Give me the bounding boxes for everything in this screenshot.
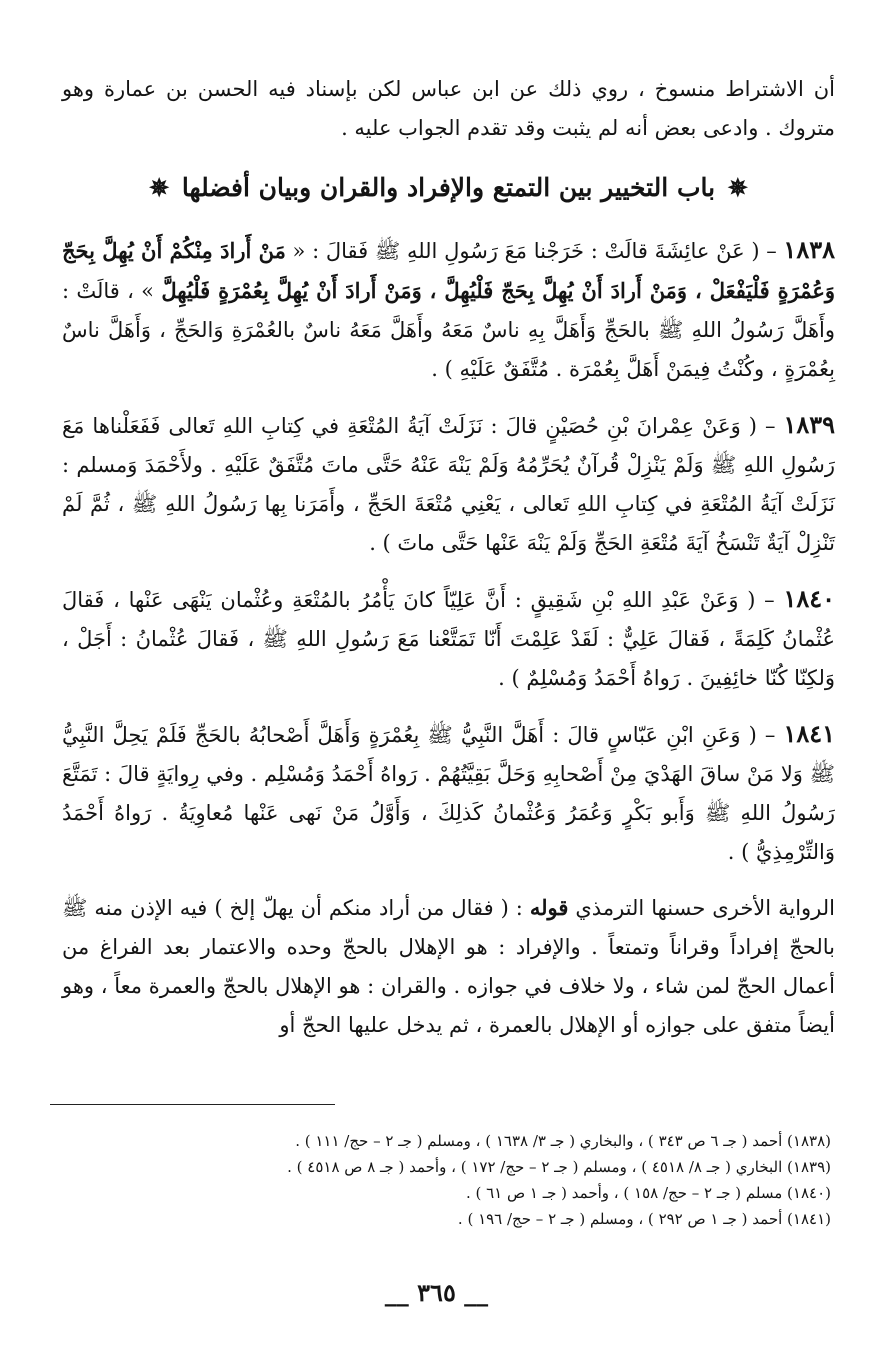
star-ornament-icon: ✵ <box>727 173 748 202</box>
commentary-paragraph <box>62 888 835 1045</box>
hadith-number: ١٨٣٩ <box>783 410 835 439</box>
hadith-1840 <box>62 579 835 698</box>
hadith-1839 <box>62 405 835 563</box>
footnotes <box>62 1128 831 1232</box>
footnote-separator <box>50 1104 335 1105</box>
hadith-text: – ( وَعَنِ ابْنِ عَبّاسٍ قالَ : أَهَلَّ النَّبِيُّ ﷺ بِعُمْرَةٍ وَأَهَلَّ أَصْحابُهُ بالحَجِّ فَلَمْ يَحِلَّ النَّبِيُّ ﷺ وَلا مَنْ ساقَ الهَدْيَ مِنْ أَصْحابِهِ وَحَلَّ بَقِيَّتُهُمْ . رَواهُ أَحْمَدُ وَمُسْلِم . وفي رِوايَةٍ قالَ : تَمَتَّعَ رَسُولُ اللهِ ﷺ وَأَبو بَكْرٍ وَعُمَرُ وَعُثْمانُ كَذلِكَ ، وَأَوَّلُ مَنْ نَهى عَنْها مُعاوِيَةُ . رَواهُ أَحْمَدُ وَالتِّرْمِذِيُّ ) . <box>62 723 835 864</box>
chapter-heading <box>62 168 835 208</box>
hadith-1841 <box>62 714 835 872</box>
hadith-number: ١٨٤١ <box>783 719 835 748</box>
footnote-1839: (١٨٣٩) البخاري ( جـ ٨/ ٤٥١٨ ) ، ومسلم ( جـ ٢ – حج/ ١٧٢ ) ، وأحمد ( جـ ٨ ص ٤٥١٨ ) . <box>287 1158 831 1176</box>
hadith-quote: مَنْ أَرادَ مِنْكُمْ أَنْ يُهِلَّ بِحَجّ وَعُمْرَةٍ فَلْيَفْعَلْ ، وَمَنْ أَرادَ أَنْ يُهِلَّ بِحَجّ فَلْيُهِلَّ ، وَمَنْ أَرادَ أَنْ يُهِلَّ بِعُمْرَةٍ فَلْيُهِلَّ <box>62 238 836 303</box>
hadith-number: ١٨٤٠ <box>783 584 835 613</box>
footnote-1840: (١٨٤٠) مسلم ( جـ ٢ – حج/ ١٥٨ ) ، وأحمد ( جـ ١ ص ٦١ ) . <box>465 1184 831 1202</box>
hadith-number: ١٨٣٨ <box>783 235 835 264</box>
page-number: __ ٣٦٥ __ <box>384 1278 489 1307</box>
intro-paragraph: أن الاشتراط منسوخ ، روي ذلك عن ابن عباس لكن بإسناد فيه الحسن بن عمارة وهو متروك . وادعى بعض أنه لم يثبت وقد تقدم الجواب عليه . <box>62 77 835 140</box>
hadith-1838 <box>62 230 835 389</box>
footnote-1838: (١٨٣٨) أحمد ( جـ ٦ ص ٣٤٣ ) ، والبخاري ( جـ ٣/ ١٦٣٨ ) ، ومسلم ( جـ ٢ – حج/ ١١١ ) . <box>295 1132 831 1150</box>
chapter-title: باب التخيير بين التمتع والإفراد والقران وبيان أفضلها <box>181 173 716 202</box>
hadith-text: – ( عَنْ عائِشَةَ قالَتْ : خَرَجْنا مَعَ رَسُولِ اللهِ ﷺ فَقالَ : « <box>285 239 784 263</box>
star-ornament-icon: ✵ <box>149 173 170 202</box>
hadith-text: » ، قالَتْ : وأَهَلَّ رَسُولُ اللهِ ﷺ بالحَجِّ وَأَهَلَّ بِهِ ناسٌ مَعَهُ وأَهَلَّ مَعَهُ ناسٌ بالعُمْرَةِ وَالحَجِّ ، وَأَهَلَّ ناسٌ بِعُمْرَةٍ ، وكُنْتُ فِيمَنْ أَهَلَّ بِعُمْرَة . مُتَّفَقٌ عَلَيْهِ ) . <box>62 279 835 381</box>
hadith-text: – ( وَعَنْ عِمْرانَ بْنِ حُصَيْنٍ قالَ : نَزَلَتْ آيَةُ المُتْعَةِ في كِتابِ اللهِ تَعالى فَفَعَلْناها مَعَ رَسُولِ اللهِ ﷺ وَلَمْ يَنْزِلْ قُرآنٌ يُحَرِّمُهُ وَلَمْ يَنْهَ عَنْهُ حَتَّى ماتَ مُتَّفَقٌ عَلَيْهِ . ولأَحْمَدَ وَمسلم : نَزَلَتْ آيَةُ المُتْعَةِ في كِتابِ اللهِ تَعالى ، يَعْنِي مُتْعَةَ الحَجِّ ، وأَمَرَنا بِها رَسُولُ اللهِ ﷺ ، ثُمَّ لَمْ تَنْزِلْ آيَةٌ تَنْسَخُ آيَةَ مُتْعَةِ الحَجِّ وَلَمْ يَنْهَ عَنْها حَتَّى ماتَ ) . <box>62 414 835 555</box>
hadith-text: – ( وَعَنْ عَبْدِ اللهِ بْنِ شَقِيقٍ : أَنَّ عَلِيّاً كانَ يَأْمُرُ بالمُتْعَةِ وعُثْمان يَنْهَى عَنْها ، فَقالَ عُثْمانُ كَلِمَةً ، فَقالَ عَلِيٌّ : لَقَدْ عَلِمْتَ أَنّا تَمَتَّعْنا مَعَ رَسُولِ اللهِ ﷺ ، فَقالَ عُثْمانُ : أَجَلْ ، وَلكِنّا كُنّا خائِفِينَ . رَواهُ أَحْمَدُ وَمُسْلِمٌ ) . <box>62 588 835 690</box>
footnote-1841: (١٨٤١) أحمد ( جـ ١ ص ٢٩٢ ) ، ومسلم ( جـ ٢ – حج/ ١٩٦ ) . <box>457 1210 831 1228</box>
commentary-text: الرواية الأخرى حسنها الترمذي <box>568 896 835 920</box>
commentary-keyword: قوله <box>529 895 569 920</box>
commentary-text: : ( فقال من أراد منكم أن يهلّ إلخ ) فيه الإذن منه ﷺ بالحجّ إفراداً وقراناً وتمتعاً . والإفراد : هو الإهلال بالحجّ وحده والاعتمار بعد الفراغ من أعمال الحجّ لمن شاء ، ولا خلاف في جوازه . والقران : هو الإهلال بالحجّ والعمرة معاً ، وهو أيضاً متفق على جوازه أو الإهلال بالعمرة ، ثم يدخل عليها الحجّ أو <box>62 896 835 1037</box>
